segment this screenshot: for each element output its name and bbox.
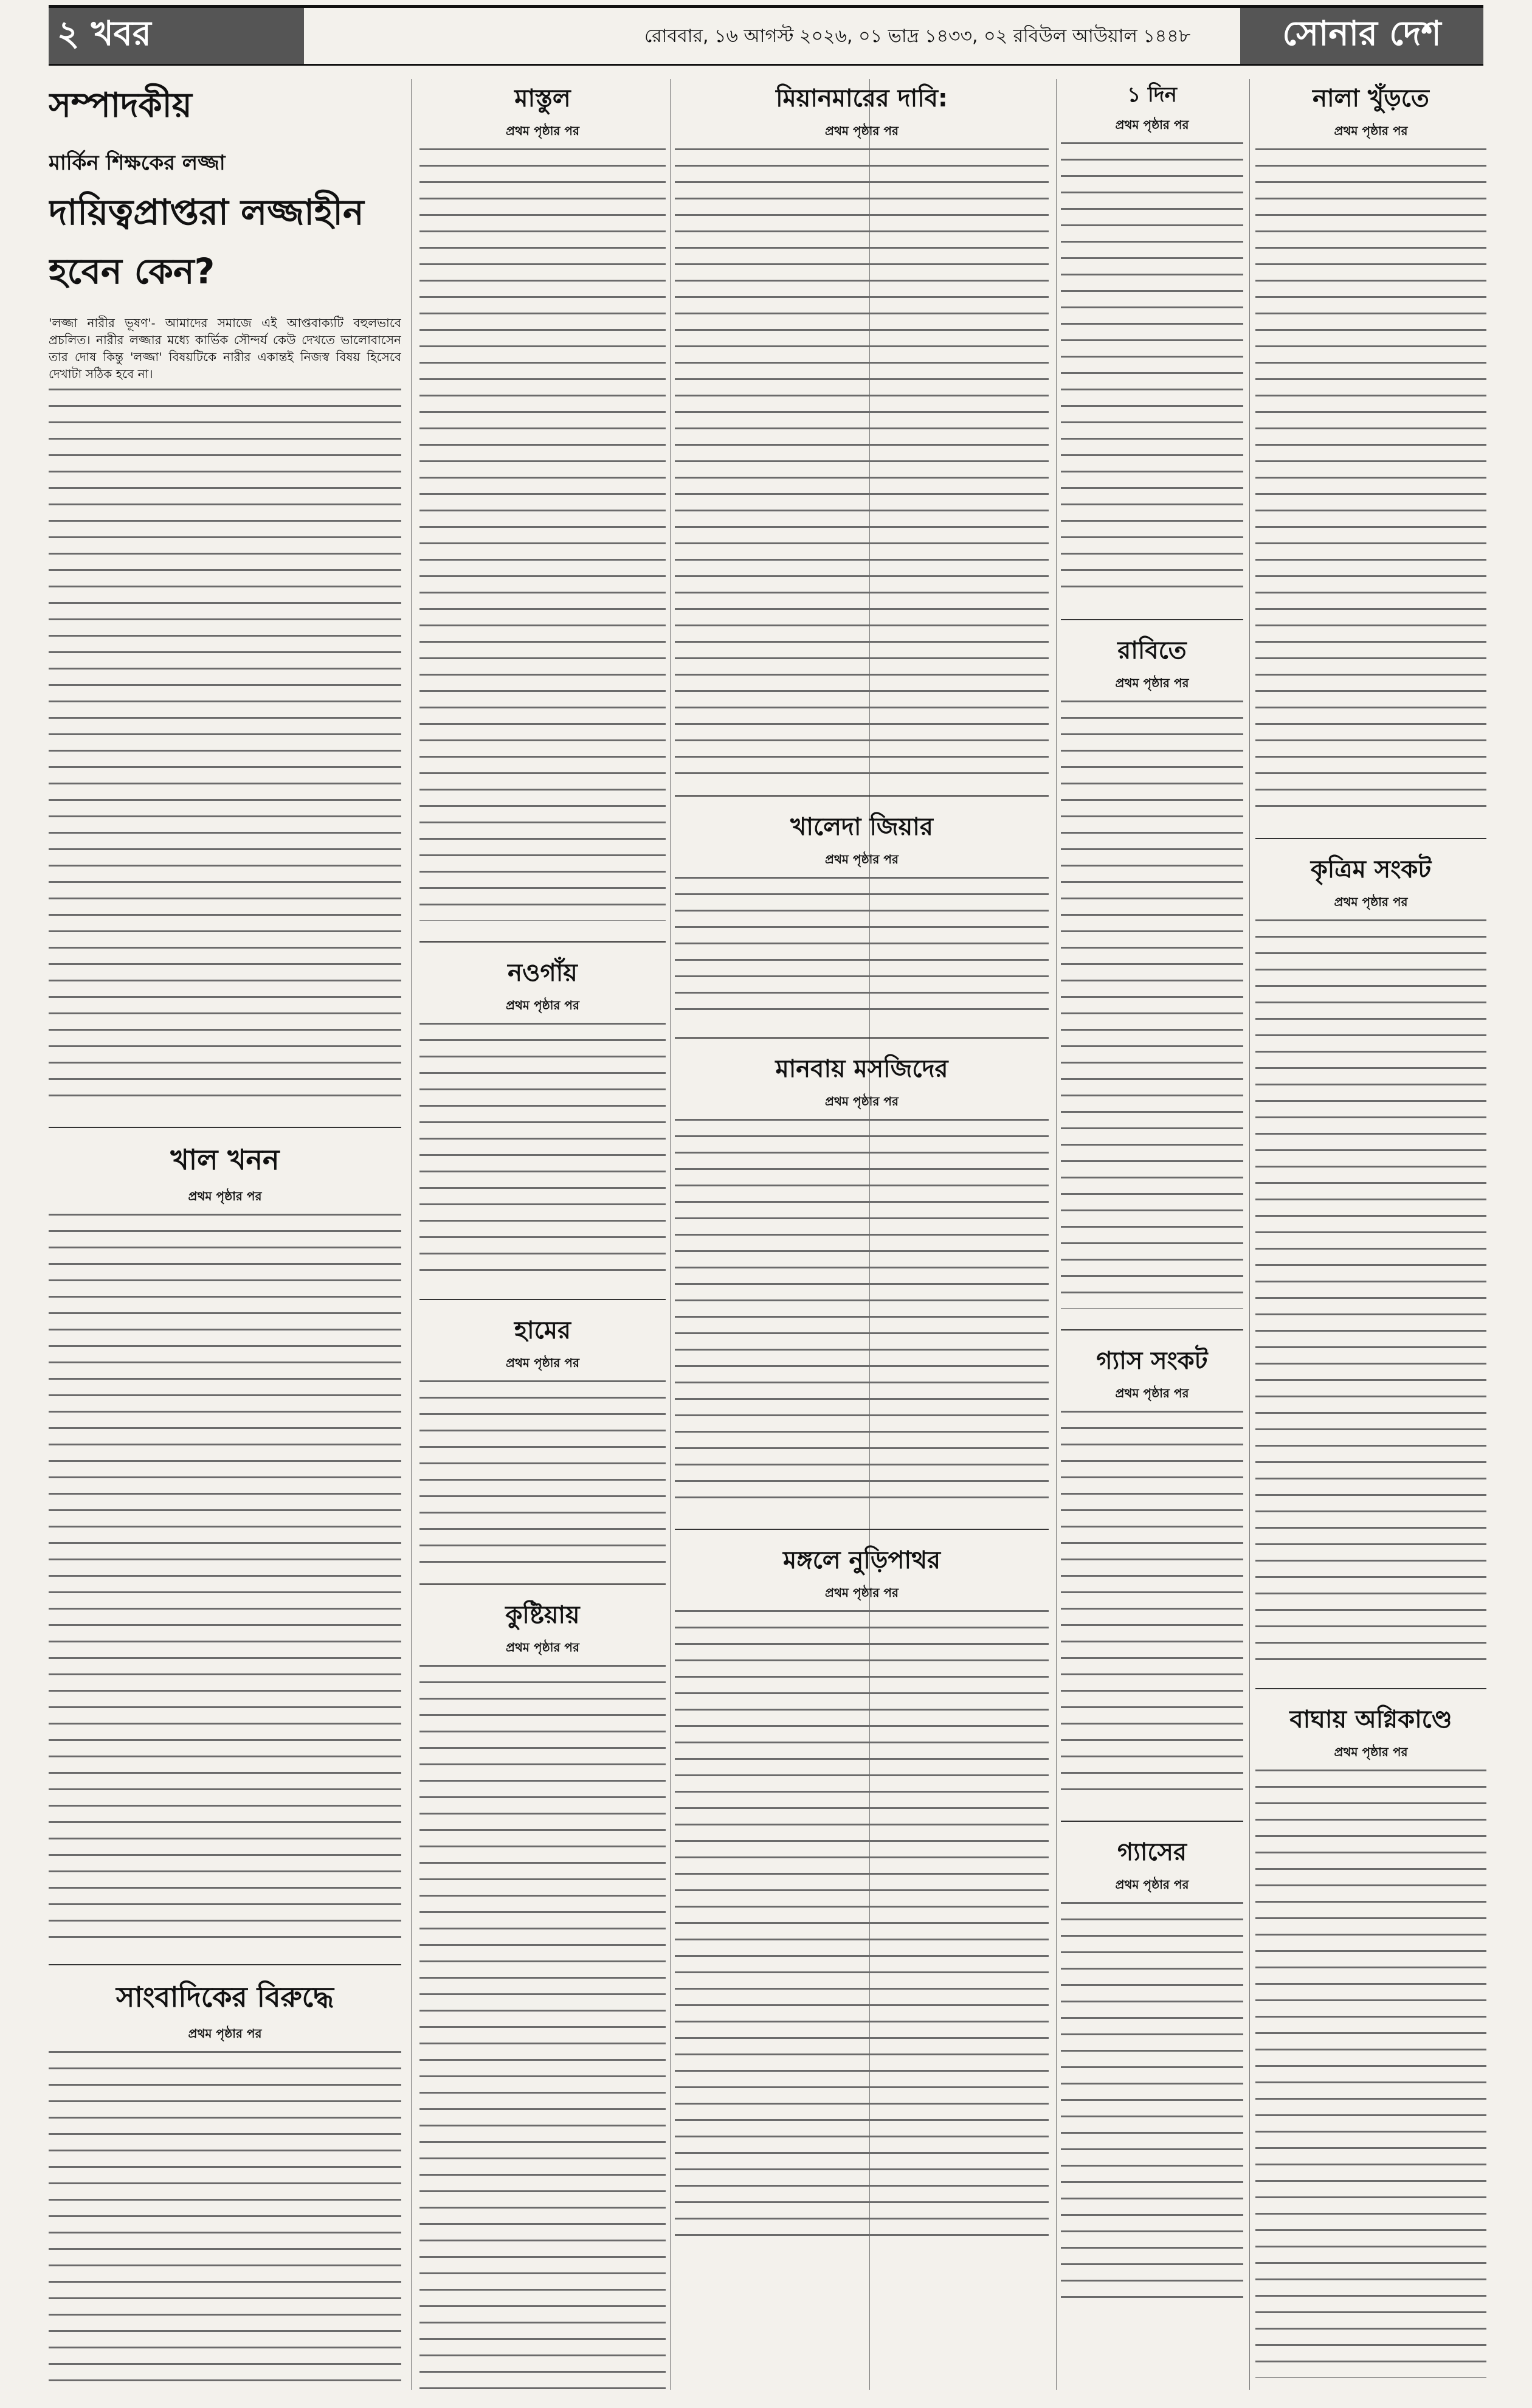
article-title: খাল খনন — [170, 1143, 280, 1176]
divider — [49, 1964, 401, 1965]
divider — [1061, 619, 1243, 620]
divider — [419, 1299, 666, 1300]
article-body — [1255, 148, 1486, 817]
article-title: গ্যাস সংকট — [1096, 1347, 1208, 1375]
article-title: নালা খুঁড়তে — [1313, 85, 1429, 112]
article-title: মাস্তুল — [514, 85, 571, 112]
article-body — [419, 1665, 666, 2390]
editorial-body — [49, 389, 401, 1106]
article-title: কুষ্টিয়ায় — [505, 1601, 580, 1629]
article-body — [419, 1023, 666, 1278]
article-rabite — [1061, 631, 1243, 1309]
article-ek-din — [1061, 79, 1243, 598]
article-sub: প্রথম পৃষ্ঠার পর — [825, 1094, 899, 1109]
column-1 — [49, 79, 401, 2390]
article-title: রাবিতে — [1117, 637, 1187, 665]
article-hamer — [419, 1311, 666, 1563]
article-body — [49, 1214, 401, 1943]
article-sub: প্রথম পৃষ্ঠার পর — [1115, 1386, 1189, 1400]
article-mastul — [419, 79, 666, 921]
article-title: বাঘায় অগ্নিকাণ্ডে — [1289, 1706, 1452, 1734]
column-6 — [1255, 79, 1486, 2390]
article-body — [1255, 1770, 1486, 2378]
article-khaleda — [675, 808, 1049, 1017]
article-sub: প্রথম পৃষ্ঠার পর — [506, 123, 579, 138]
article-body — [1061, 1411, 1243, 1800]
article-kushtia — [419, 1596, 666, 2390]
article-title: মানবায় মসজিদের — [775, 1055, 948, 1083]
article-khal-khanan — [49, 1139, 401, 1943]
divider — [675, 1037, 1049, 1039]
column-3 — [675, 79, 1049, 2390]
article-body — [1061, 1902, 1243, 2303]
article-myanmar — [675, 79, 1049, 775]
article-title: হামের — [514, 1316, 571, 1344]
article-body — [1255, 919, 1486, 1667]
date-line: রোববার, ১৬ আগস্ট ২০২৬, ০১ ভাদ্র ১৪৩৩, ০২ রবিউল আউয়াল ১৪৪৮ — [644, 26, 1191, 47]
article-sub: প্রথম পৃষ্ঠার পর — [1115, 117, 1189, 132]
article-body — [1061, 142, 1243, 598]
article-bagha — [1255, 1700, 1486, 2378]
article-body — [675, 1610, 1049, 2249]
article-nala — [1255, 79, 1486, 817]
article-title: মিয়ানমারের দাবি: — [776, 85, 948, 112]
divider — [1061, 1329, 1243, 1330]
editorial — [49, 79, 401, 1106]
article-body — [675, 148, 1049, 775]
column-5 — [1061, 79, 1243, 2390]
article-title: গ্যাসের — [1117, 1838, 1187, 1866]
column-rule — [411, 79, 412, 2390]
article-sub: প্রথম পৃষ্ঠার পর — [1334, 894, 1408, 909]
article-body — [419, 148, 666, 921]
masthead — [49, 5, 1483, 66]
article-sub: প্রথম পৃষ্ঠার পর — [506, 1640, 579, 1655]
column-rule — [1249, 79, 1250, 2390]
divider — [1061, 1821, 1243, 1822]
paper-name: সোনার দেশ — [1240, 8, 1483, 64]
divider — [675, 795, 1049, 797]
article-sub: প্রথম পৃষ্ঠার পর — [1334, 1745, 1408, 1759]
article-title: সাংবাদিকের বিরুদ্ধে — [116, 1981, 334, 2013]
article-title: কৃত্রিম সংকট — [1310, 856, 1432, 884]
article-title: নওগাঁয় — [508, 959, 578, 987]
article-title: মঙ্গলে নুড়িপাথর — [782, 1546, 941, 1574]
article-body — [419, 1380, 666, 1563]
section-title: সম্পাদকীয় — [49, 86, 192, 125]
divider — [49, 1127, 401, 1128]
article-gas-sankat — [1061, 1341, 1243, 1800]
divider — [1255, 838, 1486, 839]
article-sub: প্রথম পৃষ্ঠার পর — [825, 1585, 899, 1600]
article-title: খালেদা জিয়ার — [790, 813, 933, 841]
divider — [419, 1583, 666, 1585]
article-naogaon — [419, 953, 666, 1278]
article-body — [675, 877, 1049, 1017]
column-rule — [670, 79, 671, 2390]
article-sangbadik — [49, 1976, 401, 2390]
editorial-kicker: মার্কিন শিক্ষকের লজ্জা — [49, 151, 226, 175]
article-sub: প্রথম পৃষ্ঠার পর — [825, 123, 899, 138]
editorial-headline: দায়িত্বপ্রাপ্তরা লজ্জাহীন হবেন কেন? — [49, 192, 364, 292]
article-title: ১ দিন — [1127, 83, 1177, 107]
article-sub: প্রথম পৃষ্ঠার পর — [506, 998, 579, 1012]
article-sub: প্রথম পৃষ্ঠার পর — [1334, 123, 1408, 138]
page-label: ২ খবর — [49, 8, 304, 64]
column-2 — [419, 79, 666, 2390]
article-body — [49, 2051, 401, 2390]
article-sub: প্রথম পৃষ্ঠার পর — [188, 2026, 262, 2041]
article-sub: প্রথম পৃষ্ঠার পর — [506, 1355, 579, 1370]
article-kritrim — [1255, 850, 1486, 1667]
column-rule — [1056, 79, 1057, 2390]
article-body — [675, 1119, 1049, 1508]
editorial-opening: 'লজ্জা নারীর ভূষণ'- আমাদের সমাজে এই আপ্তবাক্যটি বহুলভাবে প্রচলিত। নারীর লজ্জার মধ্যে কার্ভিক সৌন্দর্য কেউ দেখতে ভালোবাসেন তার দোষ কিন্তু 'লজ্জা' বিষয়টিকে নারীর একান্তই নিজস্ব বিষয় হিসেবে দেখাটা সঠিক হবে না। — [49, 316, 401, 381]
article-sub: প্রথম পৃষ্ঠার পর — [1115, 676, 1189, 690]
article-sub: প্রথম পৃষ্ঠার পর — [188, 1189, 262, 1203]
article-mangal — [675, 1541, 1049, 2249]
article-sub: প্রথম পৃষ্ঠার পর — [825, 852, 899, 867]
article-sub: প্রথম পৃষ্ঠার পর — [1115, 1877, 1189, 1892]
article-manbay — [675, 1050, 1049, 1508]
article-body — [1061, 701, 1243, 1309]
divider — [675, 1529, 1049, 1530]
article-gaser — [1061, 1833, 1243, 2303]
divider — [1255, 1688, 1486, 1689]
divider — [419, 941, 666, 943]
